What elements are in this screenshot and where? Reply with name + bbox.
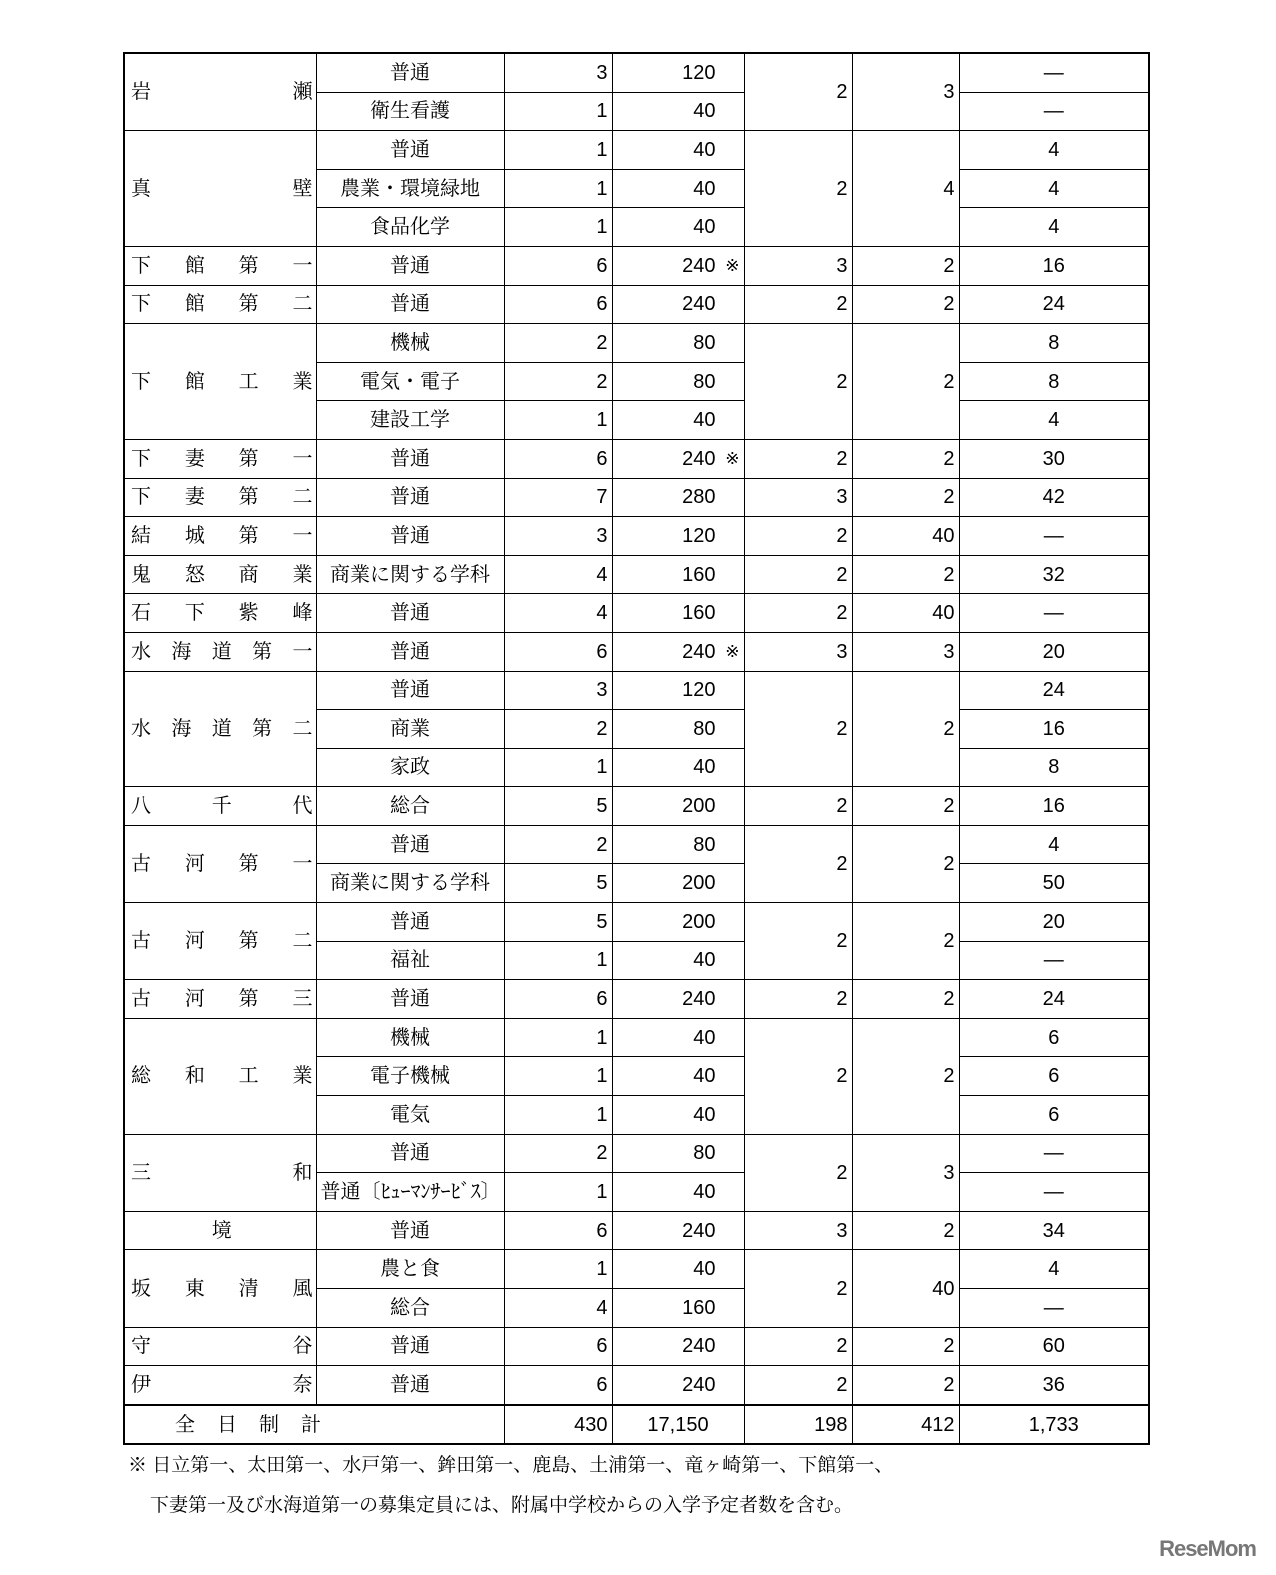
capacity [612,1096,744,1135]
class-count: 2 [504,710,612,749]
course-name: 機械 [316,1018,504,1057]
table-row [124,1327,1149,1366]
table-row [124,1018,1149,1057]
table-row [124,1134,1149,1173]
capacity [612,748,744,787]
school-name: 古河第二 [124,903,316,980]
capacity-value: 40 [693,949,716,972]
course-name: 普通 [316,478,504,517]
school-name: 守谷 [124,1327,316,1366]
capacity [612,362,744,401]
course-name: 普通 [316,632,504,671]
column-6-value: 2 [852,903,959,980]
course-name: 福祉 [316,941,504,980]
column-6-value: 40 [852,594,959,633]
capacity-value: 240 [682,988,716,1011]
footnote-line-2: 下妻第一及び水海道第一の募集定員には、附属中学校からの入学予定者数を含む。 [150,1495,854,1516]
capacity-value: 40 [693,1026,716,1049]
school-name: 下館工業 [124,324,316,440]
school-name: 結城第一 [124,517,316,556]
class-count: 1 [504,1173,612,1212]
class-count: 3 [504,53,612,92]
capacity-value: 40 [693,1181,716,1204]
column-7-value: 6 [959,1057,1149,1096]
capacity-value: 40 [693,756,716,779]
column-7-value: 4 [959,169,1149,208]
column-5-value: 2 [744,980,852,1019]
note-mark: ※ [725,255,740,275]
table-row [124,478,1149,517]
column-5-value: 2 [744,825,852,902]
capacity [612,401,744,440]
course-name: 普通 [316,1134,504,1173]
table-row [124,671,1149,710]
column-5-value: 2 [744,594,852,633]
admissions-table [123,52,1150,1445]
note-mark: ※ [725,448,740,468]
column-7-value: 8 [959,748,1149,787]
class-count: 3 [504,517,612,556]
capacity-value: 240 [682,254,716,277]
class-count: 2 [504,324,612,363]
class-count: 5 [504,864,612,903]
table-row [124,825,1149,864]
class-count: 6 [504,632,612,671]
capacity-value: 160 [682,563,716,586]
course-name: 電気 [316,1096,504,1135]
capacity [612,92,744,131]
column-6-value: 2 [852,478,959,517]
school-name: 下館第二 [124,285,316,324]
column-5-value: 2 [744,1018,852,1134]
class-count: 6 [504,439,612,478]
course-name: 商業 [316,710,504,749]
capacity-value: 200 [682,872,716,895]
total-classes: 430 [504,1405,612,1445]
total-column-6: 412 [852,1405,959,1445]
column-7-value: — [959,53,1149,92]
column-7-value: 8 [959,324,1149,363]
column-6-value: 2 [852,1327,959,1366]
class-count: 4 [504,1289,612,1328]
school-name: 水海道第一 [124,632,316,671]
column-7-value: 4 [959,208,1149,247]
class-count: 1 [504,1057,612,1096]
course-name: 普通 [316,439,504,478]
course-name: 商業に関する学科 [316,864,504,903]
class-count: 1 [504,401,612,440]
resemom-logo: ReseMom [1159,1536,1256,1561]
table-row [124,1211,1149,1250]
column-7-value: 20 [959,632,1149,671]
school-name: 八千代 [124,787,316,826]
column-7-value: 4 [959,825,1149,864]
table-row [124,246,1149,285]
capacity-value: 240 [682,447,716,470]
capacity-value: 240 [682,1373,716,1396]
column-7-value: 30 [959,439,1149,478]
class-count: 7 [504,478,612,517]
school-name: 古河第三 [124,980,316,1019]
column-7-value: — [959,1134,1149,1173]
total-column-7: 1,733 [959,1405,1149,1445]
class-count: 1 [504,1018,612,1057]
school-name: 鬼怒商業 [124,555,316,594]
column-7-value: — [959,1289,1149,1328]
column-5-value: 2 [744,53,852,131]
column-7-value: 4 [959,1250,1149,1289]
table-row [124,1366,1149,1405]
class-count: 2 [504,825,612,864]
school-name: 真壁 [124,131,316,247]
course-name: 衛生看護 [316,92,504,131]
capacity-value: 120 [682,524,716,547]
column-6-value: 40 [852,517,959,556]
class-count: 6 [504,1211,612,1250]
course-name: 普通 [316,1366,504,1405]
capacity [612,169,744,208]
capacity-value: 120 [682,679,716,702]
table-row [124,903,1149,942]
class-count: 1 [504,131,612,170]
column-6-value: 2 [852,1366,959,1405]
capacity-value: 240 [682,1335,716,1358]
column-6-value: 40 [852,1250,959,1327]
class-count: 6 [504,1327,612,1366]
note-mark: ※ [725,641,740,661]
course-name: 普通 [316,517,504,556]
column-6-value: 2 [852,1211,959,1250]
school-name: 下妻第一 [124,439,316,478]
school-name: 総和工業 [124,1018,316,1134]
capacity-value: 200 [682,910,716,933]
capacity [612,285,744,324]
total-capacity: 17,150 [612,1405,744,1445]
column-5-value: 2 [744,1366,852,1405]
capacity-value: 160 [682,1296,716,1319]
column-7-value: 16 [959,710,1149,749]
capacity-value: 40 [693,177,716,200]
capacity [612,1250,744,1289]
school-name: 三和 [124,1134,316,1211]
table-row [124,517,1149,556]
course-name: 普通 [316,53,504,92]
column-7-value: 50 [959,864,1149,903]
capacity [612,324,744,363]
class-count: 6 [504,980,612,1019]
column-5-value: 3 [744,478,852,517]
column-6-value: 2 [852,324,959,440]
table-row [124,53,1149,92]
capacity-value: 160 [682,602,716,625]
capacity-value: 200 [682,795,716,818]
column-7-value: 32 [959,555,1149,594]
course-name: 普通 [316,131,504,170]
course-name: 総合 [316,787,504,826]
class-count: 6 [504,1366,612,1405]
school-name: 下妻第二 [124,478,316,517]
table-row [124,285,1149,324]
column-5-value: 2 [744,1327,852,1366]
class-count: 1 [504,748,612,787]
capacity-value: 40 [693,1258,716,1281]
capacity-value: 80 [693,1142,716,1165]
capacity [612,208,744,247]
column-6-value: 2 [852,980,959,1019]
column-7-value: 6 [959,1018,1149,1057]
column-7-value: 24 [959,980,1149,1019]
column-6-value: 2 [852,555,959,594]
capacity [612,825,744,864]
column-5-value: 3 [744,632,852,671]
course-name: 普通 [316,246,504,285]
column-7-value: 36 [959,1366,1149,1405]
class-count: 1 [504,92,612,131]
capacity [612,439,744,478]
capacity [612,710,744,749]
column-6-value: 2 [852,787,959,826]
column-5-value: 2 [744,555,852,594]
column-5-value: 2 [744,671,852,787]
course-name: 電子機械 [316,1057,504,1096]
capacity-value: 80 [693,331,716,354]
class-count: 1 [504,1250,612,1289]
column-7-value: — [959,594,1149,633]
column-7-value: 60 [959,1327,1149,1366]
capacity [612,594,744,633]
column-6-value: 4 [852,131,959,247]
class-count: 2 [504,362,612,401]
column-5-value: 3 [744,1211,852,1250]
course-name: 機械 [316,324,504,363]
capacity-value: 40 [693,1065,716,1088]
capacity [612,53,744,92]
course-name: 普通 [316,903,504,942]
capacity-value: 40 [693,138,716,161]
course-name: 普通 [316,1327,504,1366]
column-7-value: — [959,941,1149,980]
table-row [124,324,1149,363]
column-5-value: 2 [744,517,852,556]
capacity [612,1366,744,1405]
capacity-value: 80 [693,833,716,856]
column-6-value: 2 [852,671,959,787]
column-6-value: 3 [852,632,959,671]
column-6-value: 3 [852,1134,959,1211]
course-name: 普通〔ﾋｭｰﾏﾝｻｰﾋﾞｽ〕 [316,1173,504,1212]
table-row [124,594,1149,633]
table-row [124,439,1149,478]
class-count: 4 [504,555,612,594]
column-7-value: 16 [959,246,1149,285]
capacity [612,517,744,556]
column-7-value: — [959,92,1149,131]
capacity [612,864,744,903]
school-name: 水海道第二 [124,671,316,787]
column-6-value: 2 [852,439,959,478]
course-name: 普通 [316,1211,504,1250]
capacity-value: 240 [682,293,716,316]
capacity-value: 40 [693,409,716,432]
capacity-value: 40 [693,100,716,123]
capacity [612,941,744,980]
total-label: 全日制計 [124,1405,504,1445]
table-row [124,980,1149,1019]
capacity [612,1327,744,1366]
column-7-value: 8 [959,362,1149,401]
capacity [612,1173,744,1212]
column-5-value: 2 [744,903,852,980]
capacity [612,1211,744,1250]
column-7-value: 42 [959,478,1149,517]
capacity [612,1057,744,1096]
course-name: 普通 [316,285,504,324]
table-row [124,131,1149,170]
capacity [612,632,744,671]
column-7-value: 4 [959,401,1149,440]
capacity-value: 80 [693,717,716,740]
capacity [612,246,744,285]
course-name: 総合 [316,1289,504,1328]
course-name: 農業・環境緑地 [316,169,504,208]
column-7-value: 16 [959,787,1149,826]
capacity [612,1289,744,1328]
column-5-value: 3 [744,246,852,285]
school-name: 伊奈 [124,1366,316,1405]
column-6-value: 2 [852,246,959,285]
capacity-value: 240 [682,640,716,663]
course-name: 商業に関する学科 [316,555,504,594]
class-count: 1 [504,208,612,247]
class-count: 1 [504,941,612,980]
course-name: 普通 [316,980,504,1019]
course-name: 建設工学 [316,401,504,440]
column-7-value: 6 [959,1096,1149,1135]
course-name: 食品化学 [316,208,504,247]
class-count: 3 [504,671,612,710]
column-5-value: 2 [744,1134,852,1211]
column-7-value: 4 [959,131,1149,170]
course-name: 普通 [316,671,504,710]
column-6-value: 2 [852,285,959,324]
capacity [612,131,744,170]
capacity-value: 80 [693,370,716,393]
class-count: 5 [504,787,612,826]
course-name: 普通 [316,825,504,864]
column-5-value: 2 [744,787,852,826]
column-5-value: 2 [744,439,852,478]
capacity [612,1018,744,1057]
table-row [124,632,1149,671]
capacity [612,555,744,594]
capacity [612,903,744,942]
course-name: 普通 [316,594,504,633]
school-name: 石下紫峰 [124,594,316,633]
class-count: 1 [504,1096,612,1135]
class-count: 4 [504,594,612,633]
column-7-value: — [959,517,1149,556]
table-row [124,787,1149,826]
course-name: 農と食 [316,1250,504,1289]
column-7-value: 24 [959,285,1149,324]
school-name: 岩瀬 [124,53,316,131]
column-6-value: 2 [852,1018,959,1134]
capacity-value: 280 [682,486,716,509]
school-name: 坂東清風 [124,1250,316,1327]
table-row [124,555,1149,594]
column-7-value: 34 [959,1211,1149,1250]
column-6-value: 3 [852,53,959,131]
capacity-value: 120 [682,61,716,84]
class-count: 6 [504,285,612,324]
class-count: 5 [504,903,612,942]
capacity [612,787,744,826]
capacity [612,478,744,517]
table-row [124,1250,1149,1289]
capacity-value: 240 [682,1219,716,1242]
column-7-value: 20 [959,903,1149,942]
school-name: 古河第一 [124,825,316,902]
capacity-value: 40 [693,216,716,239]
capacity [612,671,744,710]
footnote-line-1: ※ 日立第一、太田第一、水戸第一、鉾田第一、鹿島、土浦第一、竜ヶ崎第一、下館第一、 [128,1455,894,1476]
column-6-value: 2 [852,825,959,902]
school-name: 境 [124,1211,316,1250]
school-name: 下館第一 [124,246,316,285]
total-column-5: 198 [744,1405,852,1445]
capacity [612,1134,744,1173]
total-row [124,1405,1149,1445]
column-5-value: 2 [744,131,852,247]
class-count: 2 [504,1134,612,1173]
class-count: 6 [504,246,612,285]
capacity [612,980,744,1019]
course-name: 電気・電子 [316,362,504,401]
column-5-value: 2 [744,1250,852,1327]
class-count: 1 [504,169,612,208]
column-5-value: 2 [744,324,852,440]
column-7-value: 24 [959,671,1149,710]
column-5-value: 2 [744,285,852,324]
column-7-value: — [959,1173,1149,1212]
course-name: 家政 [316,748,504,787]
capacity-value: 40 [693,1103,716,1126]
